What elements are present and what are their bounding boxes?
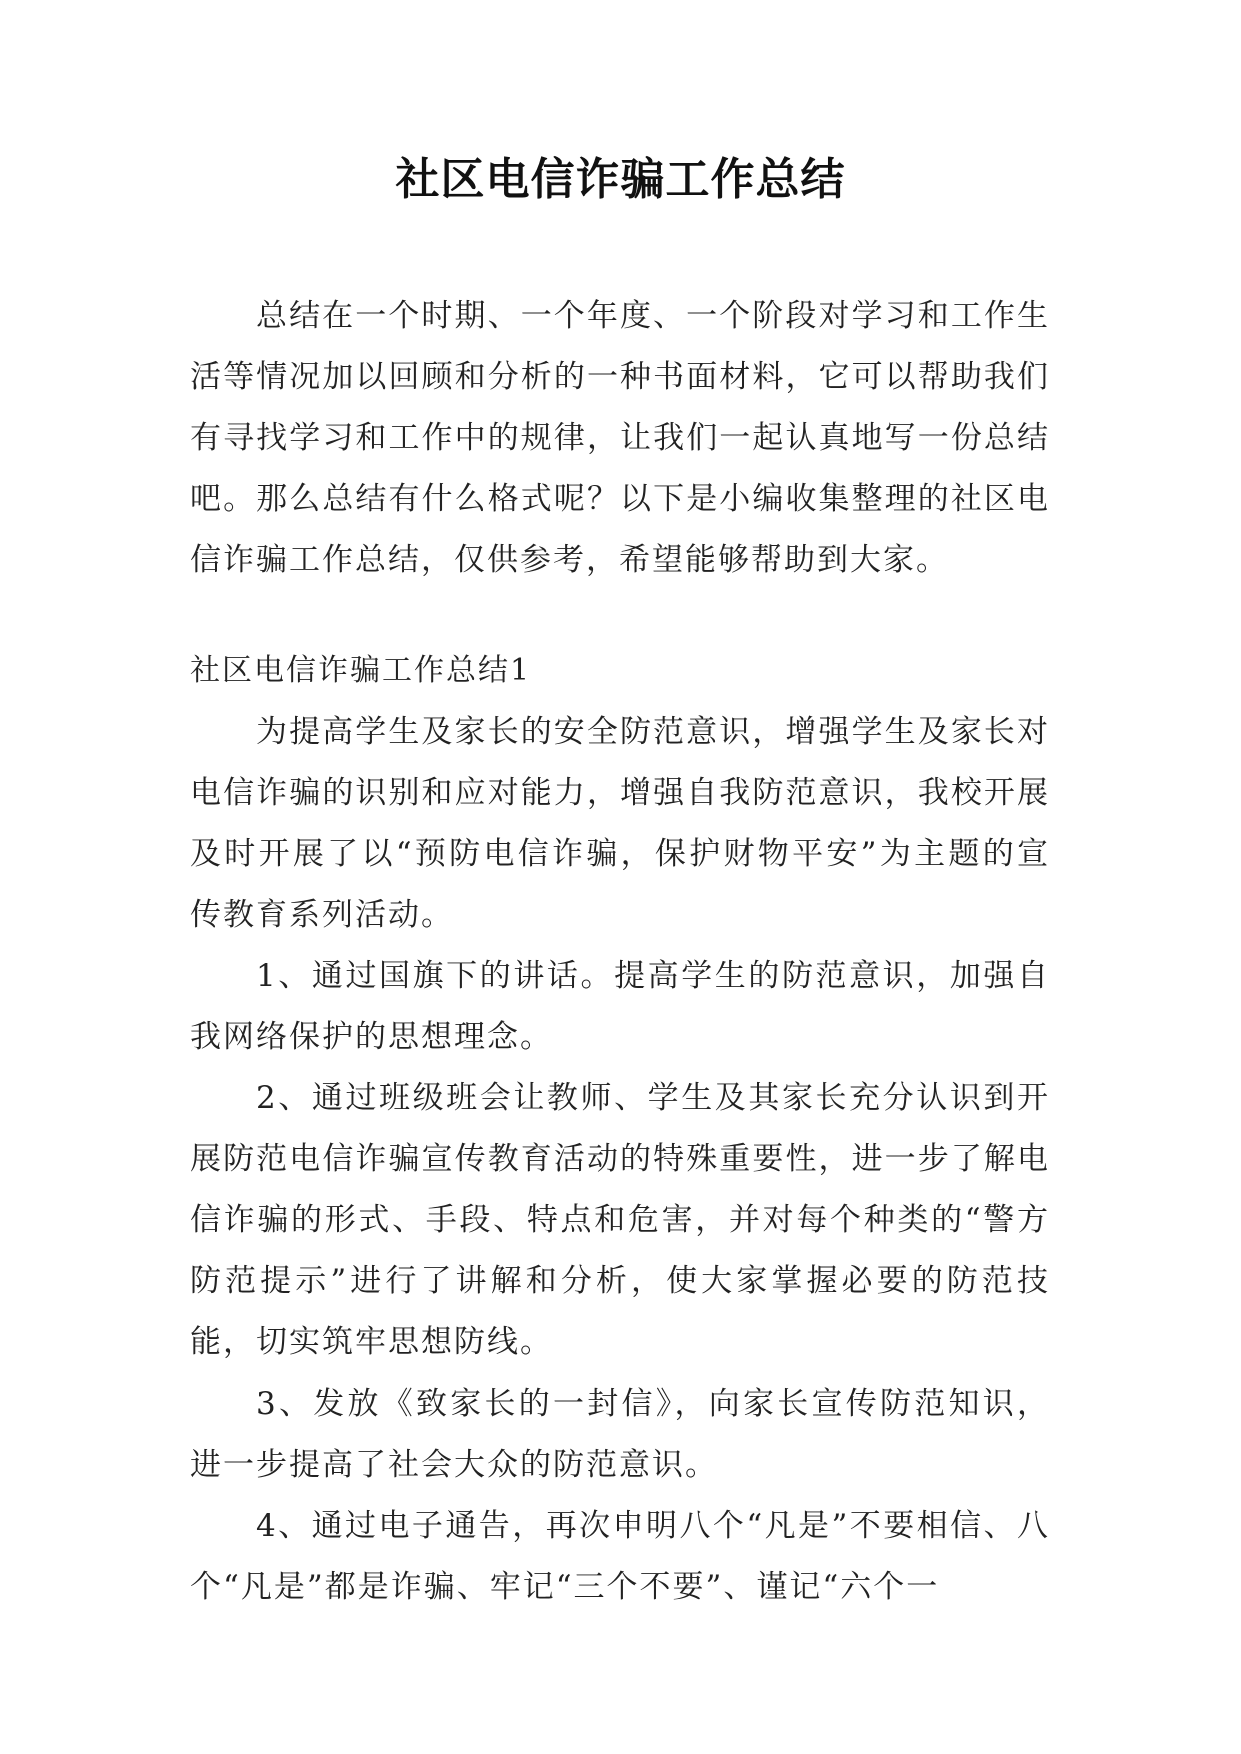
intro-paragraph: 总结在一个时期、一个年度、一个阶段对学习和工作生活等情况加以回顾和分析的一种书面材料，它可以帮助我们有寻找学习和工作中的规律，让我们一起认真地写一份总结吧。那么总结有什么格式呢？以下是小编收集整理的社区电信诈骗工作总结，仅供参考，希望能够帮助到大家。 bbox=[190, 298, 1050, 578]
body-paragraph-4: 3、发放《致家长的一封信》，向家长宣传防范知识，进一步提高了社会大众的防范意识。 bbox=[190, 1386, 1050, 1483]
document-title: 社区电信诈骗工作总结 bbox=[395, 154, 846, 205]
body-paragraph-3: 2、通过班级班会让教师、学生及其家长充分认识到开展防范电信诈骗宣传教育活动的特殊重要性，进一步了解电信诈骗的形式、手段、特点和危害，并对每个种类的“警方防范提示”进行了讲解和分析，使大家掌握必要的防范技能，切实筑牢思想防线。 bbox=[190, 1080, 1050, 1360]
body-paragraph-1: 为提高学生及家长的安全防范意识，增强学生及家长对电信诈骗的识别和应对能力，增强自我防范意识，我校开展及时开展了以“预防电信诈骗，保护财物平安”为主题的宣传教育系列活动。 bbox=[190, 714, 1050, 933]
section-heading: 社区电信诈骗工作总结1 bbox=[190, 653, 532, 688]
body-paragraph-5: 4、通过电子通告，再次申明八个“凡是”不要相信、八个“凡是”都是诈骗、牢记“三个不要”、谨记“六个一 bbox=[190, 1508, 1050, 1605]
body-paragraph-2: 1、通过国旗下的讲话。提高学生的防范意识，加强自我网络保护的思想理念。 bbox=[190, 958, 1050, 1055]
